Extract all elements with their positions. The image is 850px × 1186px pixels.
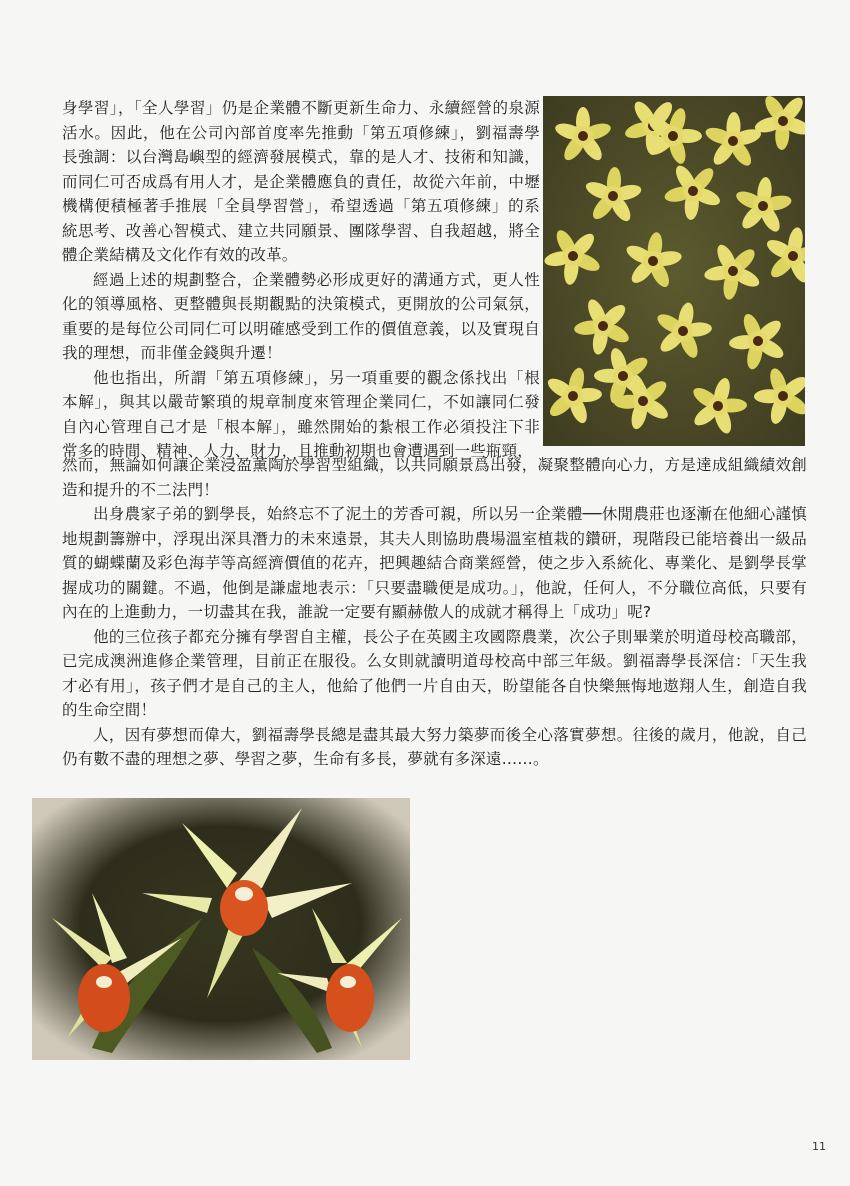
yellow-orchid-cluster-photo (543, 96, 805, 446)
paragraph-7: 人，因有夢想而偉大，劉福壽學長總是盡其最大努力築夢而後全心落實夢想。往後的歲月，他說，自己仍有數不盡的理想之夢、學習之夢，生命有多長，夢就有多深遠……。 (62, 725, 807, 768)
paragraph-4: 然而，無論如何讓企業浸盈薰陶於學習型組織，以共同願景爲出發，凝聚整體向心力，方是達成組織績效創造和提升的不二法門！ (62, 456, 807, 499)
page-number: 11 (812, 1140, 826, 1153)
orange-lip-orchid-photo (32, 798, 410, 1060)
paragraph-2: 經過上述的規劃整合，企業體勢必形成更好的溝通方式，更人性化的領導風格、更整體與長期觀點的決策模式，更開放的公司氣氛，重要的是每位公司同仁可以明確感受到工作的價值意義，以及實現自我的理想，而非僅金錢與升遷！ (62, 270, 540, 362)
orange-orchid-illustration (32, 798, 410, 1060)
paragraph-6: 他的三位孩子都充分擁有學習自主權，長公子在英國主攻國際農業，次公子則畢業於明道母校高職部，已完成澳洲進修企業管理，目前正在服役。么女則就讀明道母校高中部三年級。劉福壽學長深信：「天生我才必有用」，孩子們才是自己的主人，他給了他們一片自由天，盼望能各自快樂無悔地遨翔人生，創造自我的生命空間！ (62, 627, 807, 719)
paragraph-1: 身學習」，「全人學習」仍是企業體不斷更新生命力、永續經營的泉源活水。因此，他在公司內部首度率先推動「第五項修練」，劉福壽學長強調：以台灣島嶼型的經濟發展模式，靠的是人才、技術和知識，而同仁可否成爲有用人才，是企業體應負的責任，故從六年前，中壢機構便積極著手推展「全員學習營」，希望透過「第五項修練」的系統思考、改善心智模式、建立共同願景、團隊學習、自我超越，將全體企業結構及文化作有效的改革。 (62, 99, 540, 264)
full-width-text (62, 453, 807, 772)
yellow-orchid-illustration (543, 96, 805, 446)
side-text-column (62, 96, 540, 464)
paragraph-3: 他也指出，所謂「第五項修練」，另一項重要的觀念係找出「根本解」，與其以嚴苛繁瑣的規章制度來管理企業同仁，不如讓同仁發自內心管理自己才是「根本解」，雖然開始的紮根工作必須投注下非常多的時間、精神、人力、財力，且推動初期也會遭遇到一些瓶頸， (62, 368, 540, 460)
paragraph-5: 出身農家子弟的劉學長，始終忘不了泥土的芳香可親，所以另一企業體──休閒農莊也逐漸在他細心謹慎地規劃籌辦中，浮現出深具潛力的未來遠景，其夫人則協助農場溫室植栽的鑽研，現階段已能培養出一級品質的蝴蝶蘭及彩色海芋等高經濟價值的花卉，把興趣結合商業經營，使之步入系統化、專業化、是劉學長掌握成功的關鍵。不過，他倒是謙虛地表示：「只要盡職便是成功。」，他說，任何人，不分職位高低，只要有內在的上進動力，一切盡其在我，誰說一定要有顯赫傲人的成就才稱得上「成功」呢? (62, 505, 807, 621)
